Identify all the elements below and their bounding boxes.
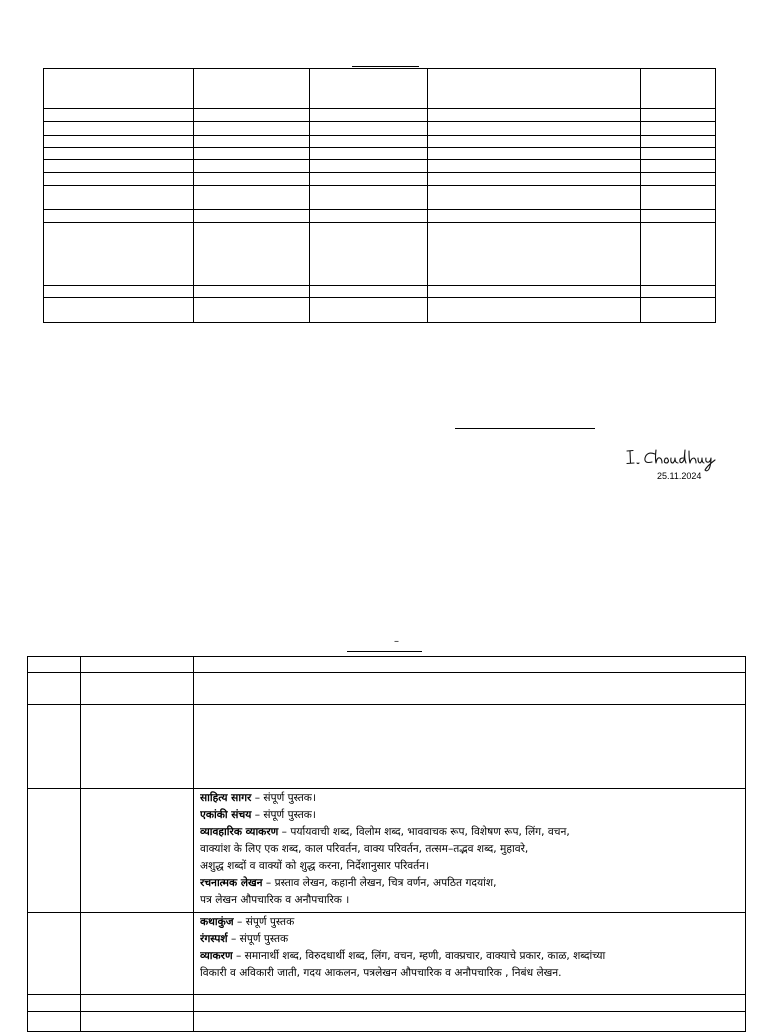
table-row [44, 109, 716, 122]
table-row [44, 285, 716, 297]
syllabus-line: विकारी व अविकारी जाती, गदय आकलन, पत्रलेखन औपचारिक व अनौपचारिक , निबंध लेखन. [200, 967, 562, 979]
syllabus-cell-hindi [194, 789, 746, 913]
syllabus-line: वाक्यांश के लिए एक शब्द, काल परिवर्तन, वाक्य परिवर्तन, तत्सम–तद्भव शब्द, मुहावरे, [200, 843, 529, 855]
heading-dash: – [394, 636, 399, 647]
syllabus-cell-marathi [194, 913, 746, 995]
table-row [44, 147, 716, 159]
syllabus-line: पत्र लेखन औपचारिक व अनौपचारिक । [200, 894, 350, 906]
syllabus-line: कथाकुंज – संपूर्ण पुस्तक [200, 916, 295, 928]
syllabus-line: एकांकी संचय – संपूर्ण पुस्तक। [200, 809, 316, 821]
table-row [28, 673, 746, 705]
syllabus-line: व्यावहारिक व्याकरण – पर्यायवाची शब्द, विलोम शब्द, भाववाचक रूप, विशेषण रूप, लिंग, वचन, [200, 826, 570, 838]
handwritten-signature [625, 447, 717, 473]
table-row [44, 185, 716, 209]
table-row [44, 297, 716, 322]
table-row [44, 122, 716, 135]
table-row [28, 913, 746, 995]
heading-underline-bottom [347, 651, 422, 652]
syllabus-line: व्याकरण – समानार्थी शब्द, विरुदधार्थी शब्द, लिंग, वचन, म्हणी, वाक्प्रचार, वाक्याचे प्रकार, काळ, शब्दांच्या [200, 950, 606, 962]
table-row [28, 657, 746, 673]
table-row [44, 172, 716, 185]
table-row [44, 210, 716, 223]
signature-date: 25.11.2024 [657, 471, 702, 481]
syllabus-table [27, 656, 746, 1032]
signature-line-underline [455, 428, 595, 429]
table-row [44, 223, 716, 285]
top-table [43, 68, 716, 323]
heading-underline-top [352, 66, 419, 67]
table-row [28, 789, 746, 913]
syllabus-line: साहित्य सागर – संपूर्ण पुस्तक। [200, 792, 316, 804]
table-row [28, 995, 746, 1012]
table-row [44, 69, 716, 109]
syllabus-line: रचनात्मक लेखन – प्रस्ताव लेखन, कहानी लेखन, चित्र वर्णन, अपठित गदयांश, [200, 877, 497, 889]
table-row [44, 159, 716, 172]
syllabus-line: रंगस्पर्श – संपूर्ण पुस्तक [200, 933, 289, 945]
table-row [28, 705, 746, 789]
syllabus-line: अशुद्ध शब्दों व वाक्यों को शुद्ध करना, निर्देशानुसार परिवर्तन। [200, 860, 430, 872]
table-row [44, 135, 716, 147]
table-row [28, 1012, 746, 1032]
